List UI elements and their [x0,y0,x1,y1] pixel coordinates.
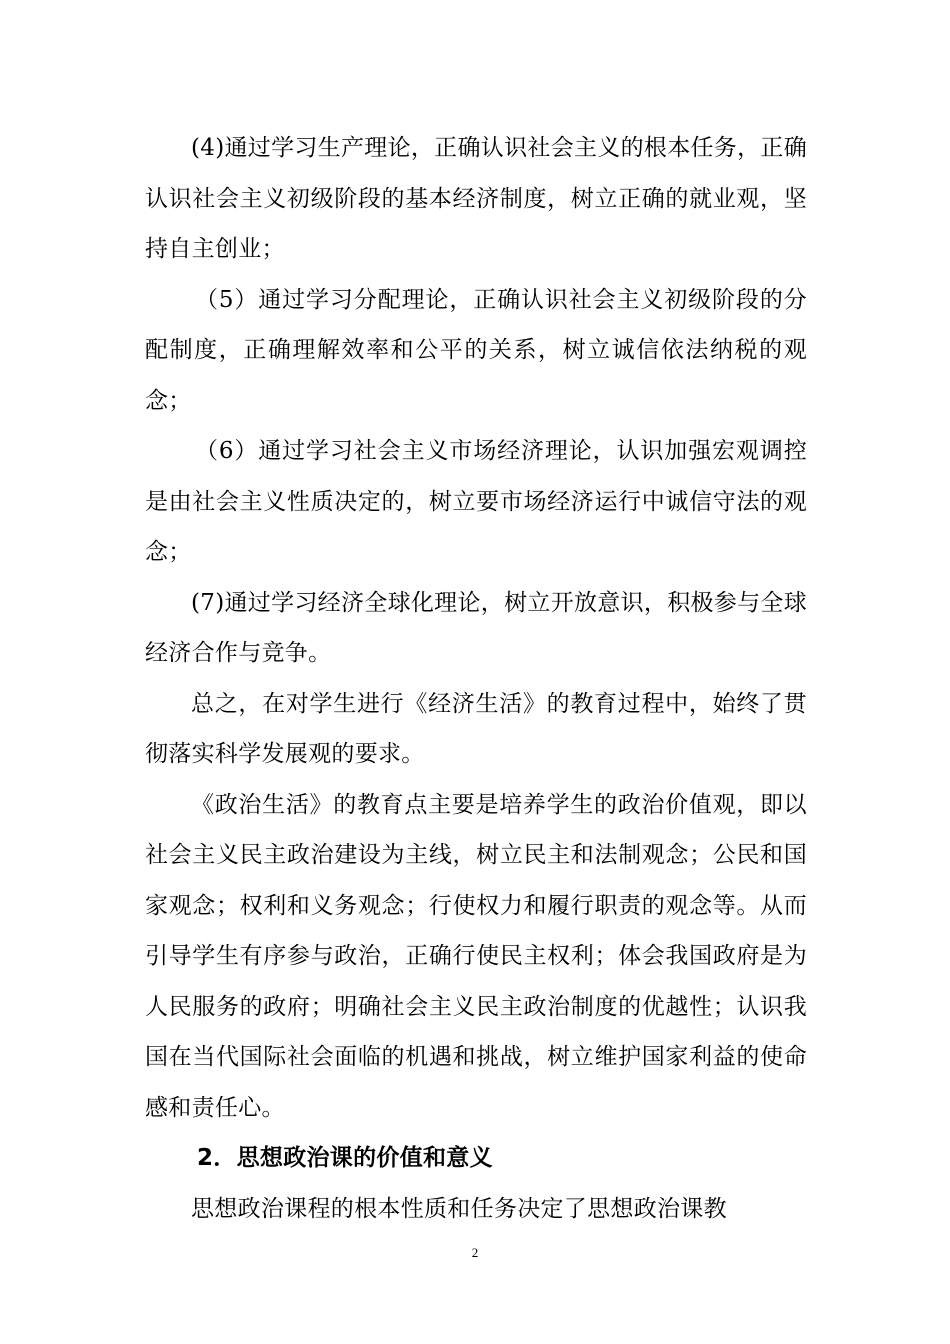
paragraph-market-economy-theory: （6）通过学习社会主义市场经济理论，认识加强宏观调控是由社会主义性质决定的，树立要市场经济运行中诚信守法的观念； [145,438,807,565]
paragraph-course-nature: 思想政治课程的根本性质和任务决定了思想政治课教 [191,1195,727,1222]
paragraph-production-theory: (4)通过学习生产理论，正确认识社会主义的根本任务，正确认识社会主义初级阶段的基本经济制度，树立正确的就业观，坚持自主创业； [145,135,807,262]
paragraph-distribution-theory: （5）通过学习分配理论，正确认识社会主义初级阶段的分配制度，正确理解效率和公平的关系，树立诚信依法纳税的观念； [145,286,807,414]
paragraph-globalization-theory: (7)通过学习经济全球化理论，树立开放意识，积极参与全球经济合作与竞争。 [145,589,807,666]
paragraph-political-life: 《政治生活》的教育点主要是培养学生的政治价值观，即以社会主义民主政治建设为主线，树立民主和法制观念；公民和国家观念；权利和义务观念；行使权力和履行职责的观念等。从而引导学生有序参与政治，正确行使民主权利；体会我国政府是为人民服务的政府；明确社会主义民主政治制度的优越性；认识我国在当代国际社会面临的机遇和挑战，树立维护国家利益的使命感和责任心。 [145,791,807,1121]
paragraph-summary-economic-life: 总之，在对学生进行《经济生活》的教育过程中，始终了贯彻落实科学发展观的要求。 [145,690,807,767]
document-body [145,123,807,1234]
section-heading: 2．思想政治课的价值和意义 [197,1145,493,1171]
page-number: 2 [471,1245,479,1260]
